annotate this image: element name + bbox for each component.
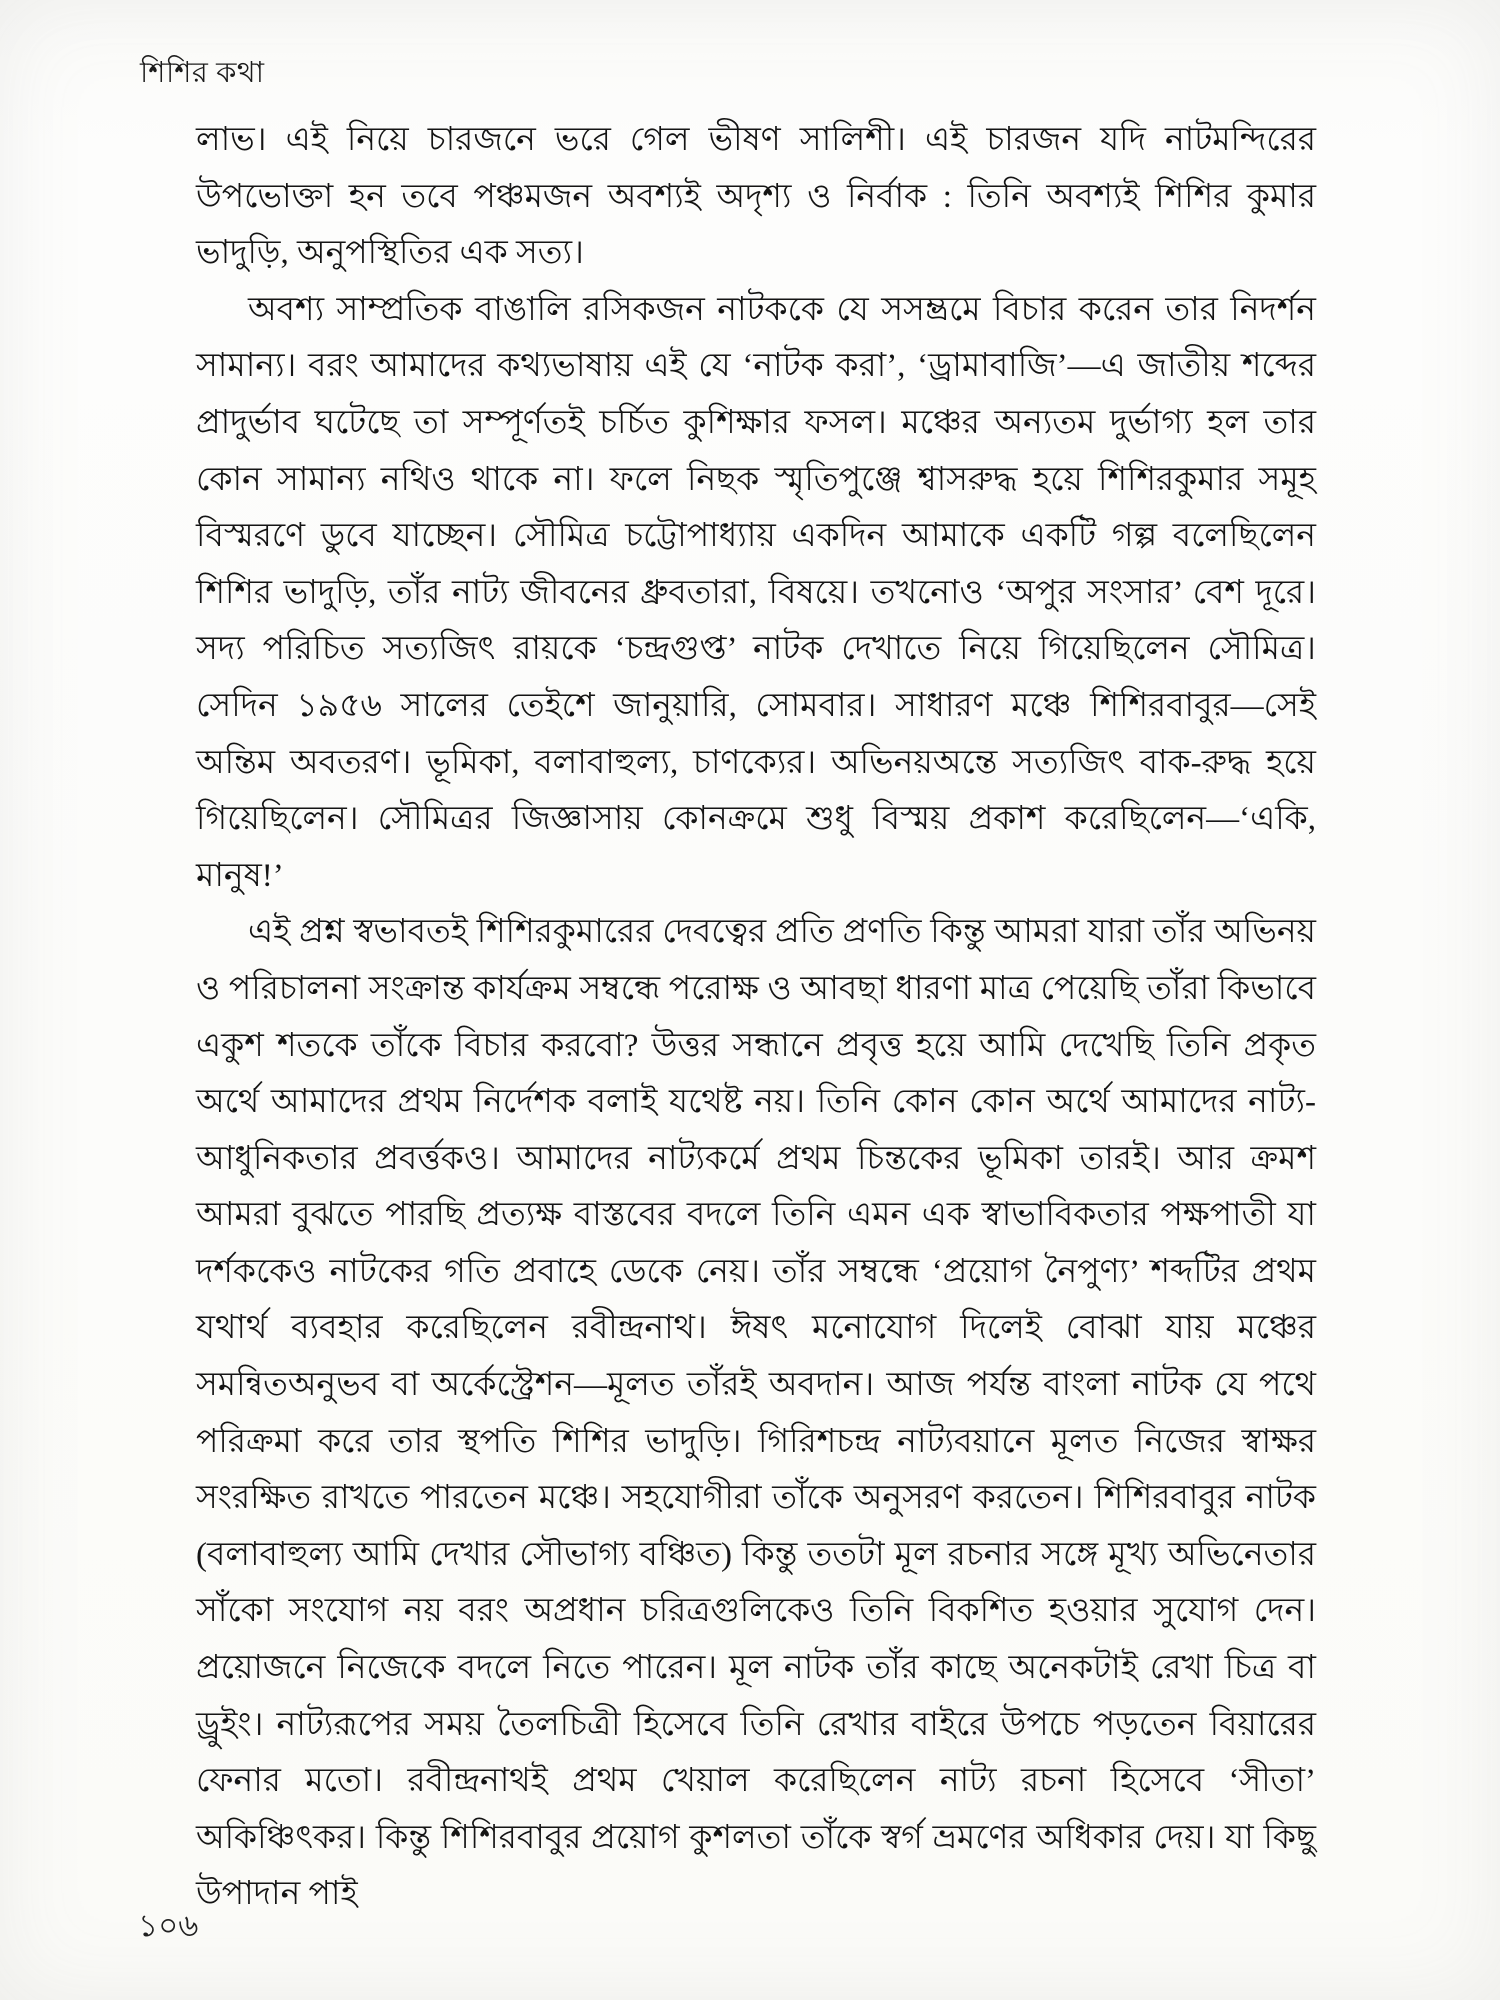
paragraph: অবশ্য সাম্প্রতিক বাঙালি রসিকজন নাটককে যে সসম্ভ্রমে বিচার করেন তার নিদর্শন সামান্য। বরং আমাদের কথ্যভাষায় এই যে ‘নাটক করা’, ‘ড্রামাবাজি’—এ জাতীয় শব্দের প্রাদুর্ভাব ঘটেছে তা সম্পূর্ণতই চর্চিত কুশিক্ষার ফসল। মঞ্চের অন্যতম দুর্ভাগ্য হল তার কোন সামান্য নথিও থাকে না। ফলে নিছক স্মৃতিপুঞ্জে শ্বাসরুদ্ধ হয়ে শিশিরকুমার সমূহ বিস্মরণে ডুবে যাচ্ছেন। সৌমিত্র চট্টোপাধ্যায় একদিন আমাকে একটি গল্প বলেছিলেন শিশির ভাদুড়ি, তাঁর নাট্য জীবনের ধ্রুবতারা, বিষয়ে। তখনোও ‘অপুর সংসার’ বেশ দূরে। সদ্য পরিচিত সত্যজিৎ রায়কে ‘চন্দ্রগুপ্ত’ নাটক দেখাতে নিয়ে গিয়েছিলেন সৌমিত্র। সেদিন ১৯৫৬ সালের তেইশে জানুয়ারি, সোমবার। সাধারণ মঞ্চে শিশিরবাবুর—সেই অন্তিম অবতরণ। ভূমিকা, বলাবাহুল্য, চাণক্যের। অভিনয়অন্তে সত্যজিৎ বাক-রুদ্ধ হয়ে গিয়েছিলেন। সৌমিত্রর জিজ্ঞাসায় কোনক্রমে শুধু বিস্ময় প্রকাশ করেছিলেন—‘একি, মানুষ!’: [196, 291, 1316, 894]
paragraph: লাভ। এই নিয়ে চারজনে ভরে গেল ভীষণ সালিশী। এই চারজন যদি নাটমন্দিরের উপভোক্তা হন তবে পঞ্চমজন অবশ্যই অদৃশ্য ও নির্বাক : তিনি অবশ্যই শিশির কুমার ভাদুড়ি, অনুপস্থিতির এক সত্য।: [196, 122, 1316, 272]
page-number: ১০৬: [138, 1908, 199, 1943]
running-header: শিশির কথা: [140, 57, 265, 89]
page-body: [196, 112, 1316, 1923]
paragraph: এই প্রশ্ন স্বভাবতই শিশিরকুমারের দেবত্বের প্রতি প্রণতি কিন্তু আমরা যারা তাঁর অভিনয় ও পরিচালনা সংক্রান্ত কার্যক্রম সম্বন্ধে পরোক্ষ ও আবছা ধারণা মাত্র পেয়েছি তাঁরা কিভাবে একুশ শতকে তাঁকে বিচার করবো? উত্তর সন্ধানে প্রবৃত্ত হয়ে আমি দেখেছি তিনি প্রকৃত অর্থে আমাদের প্রথম নির্দেশক বলাই যথেষ্ট নয়। তিনি কোন কোন অর্থে আমাদের নাট্য-আধুনিকতার প্রবর্ত্তকও। আমাদের নাট্যকর্মে প্রথম চিন্তকের ভূমিকা তারই। আর ক্রমশ আমরা বুঝতে পারছি প্রত্যক্ষ বাস্তবের বদলে তিনি এমন এক স্বাভাবিকতার পক্ষপাতী যা দর্শককেও নাটকের গতি প্রবাহে ডেকে নেয়। তাঁর সম্বন্ধে ‘প্রয়োগ নৈপুণ্য’ শব্দটির প্রথম যথার্থ ব্যবহার করেছিলেন রবীন্দ্রনাথ। ঈষৎ মনোযোগ দিলেই বোঝা যায় মঞ্চের সমন্বিতঅনুভব বা অর্কেস্ট্রেশন—মূলত তাঁরই অবদান। আজ পর্যন্ত বাংলা নাটক যে পথে পরিক্রমা করে তার স্থপতি শিশির ভাদুড়ি। গিরিশচন্দ্র নাট্যবয়ানে মূলত নিজের স্বাক্ষর সংরক্ষিত রাখতে পারতেন মঞ্চে। সহযোগীরা তাঁকে অনুসরণ করতেন। শিশিরবাবুর নাটক (বলাবাহুল্য আমি দেখার সৌভাগ্য বঞ্চিত) কিন্তু ততটা মূল রচনার সঙ্গে মূখ্য অভিনেতার সাঁকো সংযোগ নয় বরং অপ্রধান চরিত্রগুলিকেও তিনি বিকশিত হওয়ার সুযোগ দেন। প্রয়োজনে নিজেকে বদলে নিতে পারেন। মূল নাটক তাঁর কাছে অনেকটাই রেখা চিত্র বা ড্রুইং। নাট্যরূপের সময় তৈলচিত্রী হিসেবে তিনি রেখার বাইরে উপচে পড়তেন বিয়ারের ফেনার মতো। রবীন্দ্রনাথই প্রথম খেয়াল করেছিলেন নাট্য রচনা হিসেবে ‘সীতা’ অকিঞ্চিৎকর। কিন্তু শিশিরবাবুর প্রয়োগ কুশলতা তাঁকে স্বর্গ ভ্রমণের অধিকার দেয়। যা কিছু উপাদান পাই: [196, 914, 1316, 1913]
